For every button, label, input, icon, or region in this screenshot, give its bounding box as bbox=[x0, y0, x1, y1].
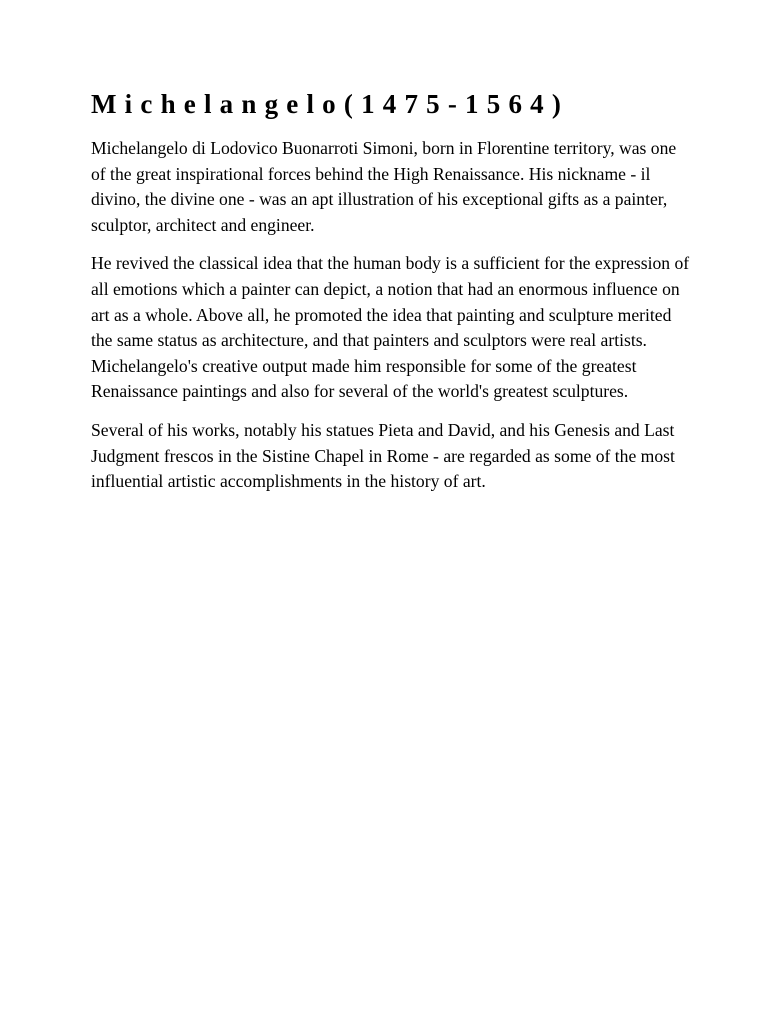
paragraph-intro: Michelangelo di Lodovico Buonarroti Simoni, born in Florentine territory, was one of the great inspirational forces behind the High Renaissance. His nickname - il divino, the divine one - was an apt illustration of his exceptional gifts as a painter, sculptor, architect and engineer. bbox=[91, 138, 677, 235]
document-body bbox=[91, 84, 691, 508]
paragraph-works: Several of his works, notably his statues Pieta and David, and his Genesis and Last Judgment frescos in the Sistine Chapel in Rome - are regarded as some of the most influential artistic accomplishments in the history of art. bbox=[91, 419, 675, 492]
paragraph-legacy: He revived the classical idea that the human body is a sufficient for the expression of all emotions which a painter can depict, a notion that had an enormous influence on art as a whole. Above all, he promoted the idea that painting and sculpture merited the same status as architecture, and that painters and sculptors were real artists. Michelangelo's creative output made him responsible for some of the greatest Renaissance paintings and also for several of the world's greatest sculptures. bbox=[91, 253, 690, 402]
document-title: Michelangelo(1475-1564) bbox=[91, 89, 570, 119]
